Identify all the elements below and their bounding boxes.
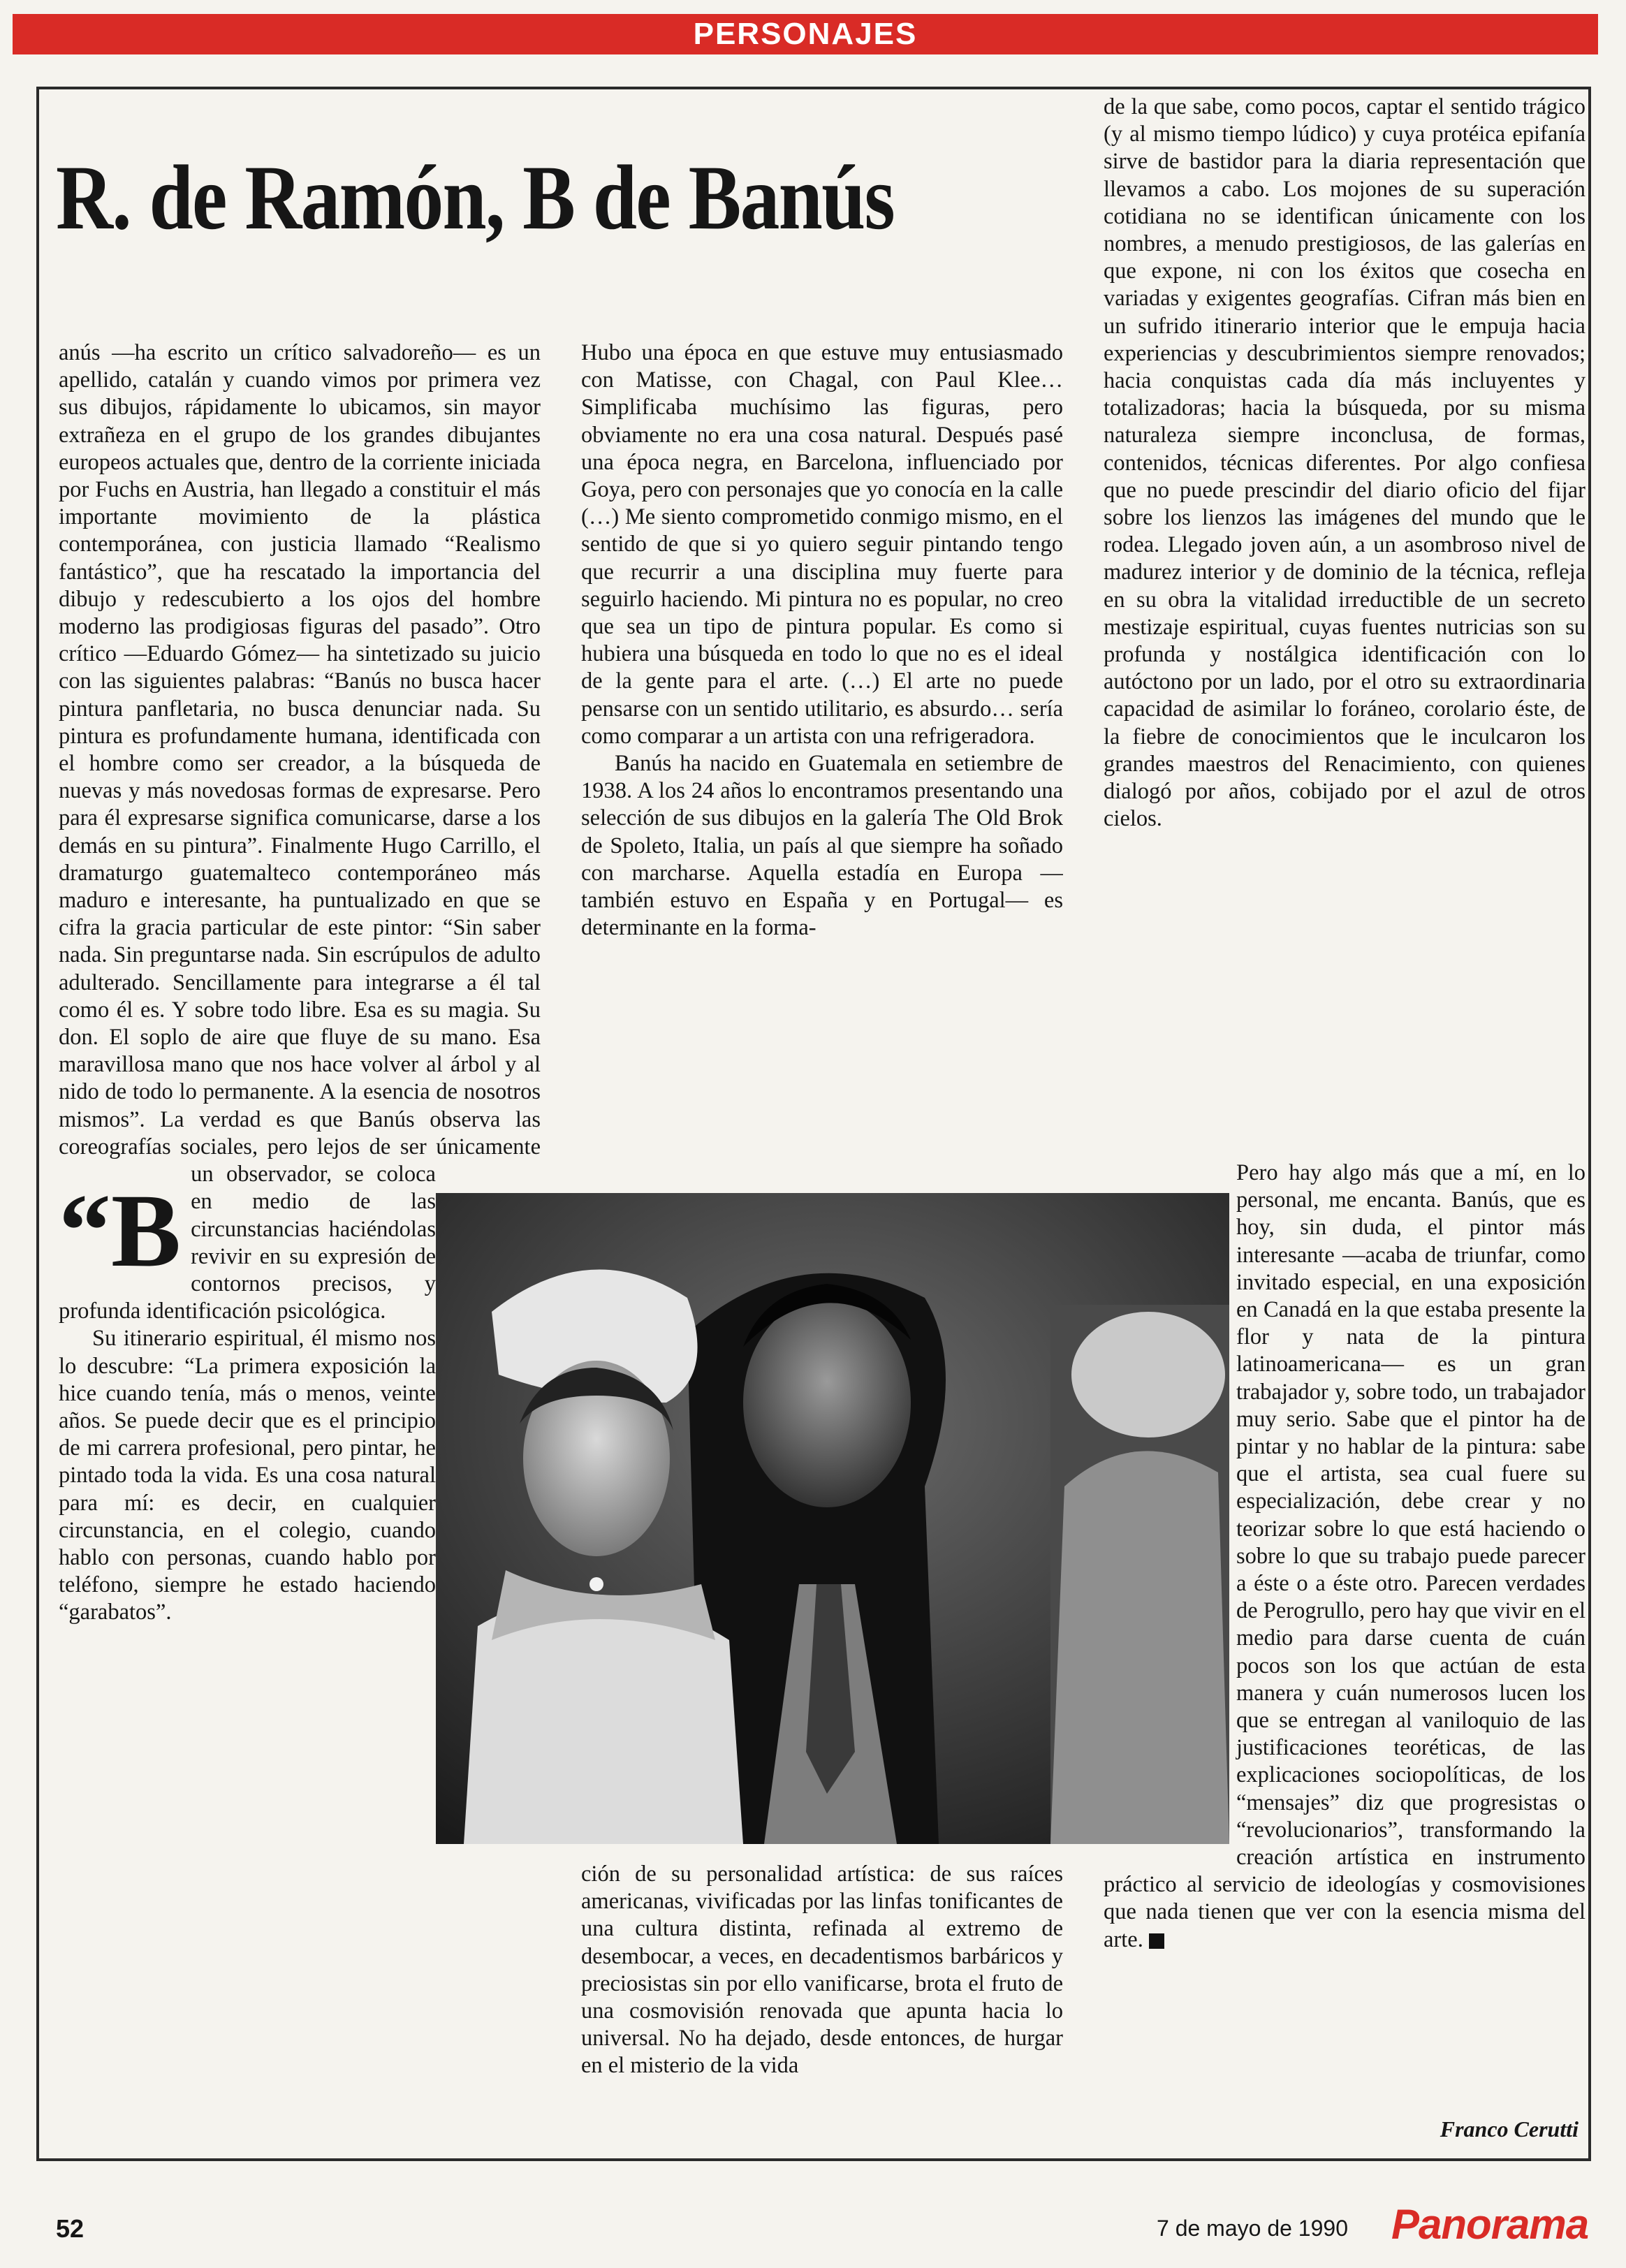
column-3-paragraph-1: de la que sabe, como pocos, captar el sentido trágico (y al mismo tiempo lúdico) y cuya protéica epifanía sirve de bastidor para la diaria representación que llevamos a cabo. Los mojones de su superación cotidiana no se identifican únicamente con los nombres, a menudo prestigiosos, de las galerías en que expone, ni con los éxitos que cosecha en variadas y exigentes geografías. Cifran más bien en un sufrido itinerario interior que le empuja hacia experiencias y descubrimientos siempre renovados; hacia conquistas cada día más incluyentes y totalizadoras; hacia la búsqueda, por su misma naturaleza siempre inconclusa, de formas, contenidos, técnicas diferentes. Por algo confiesa que no puede prescindir del diario oficio del fijar sobre los lienzos las imágenes del mundo que le rodea. Llegado joven aún, a un asombroso nivel de madurez interior y de dominio de la técnica, refleja en su obra la vitalidad irreductible de un secreto mestizaje espiritual, cuyas fuentes nutricias son su profunda y nostálgica identificación con lo autóctono por un lado, por el otro su extraordinaria capacidad de asimilar lo foráneo, corolario éste, de la fiebre de conocimientos que le inculcaron los grandes maestros del Renacimiento, con quienes dialogó por años, cobijado por el azul de otros cielos.	[1104, 94, 1585, 832]
dropcap: “B	[59, 1173, 182, 1289]
column-5-paragraph-1: ción de su personalidad artística: de sus raíces americanas, vivificadas por las linfas tonificantes de una cultura distinta, refinada al extremo de desembocar, a veces, en decadentismos barbáricos y preciosistas sin por ello vanificarse, brota el fruto de una cosmovisión renovada que apunta hacia lo universal. No ha dejado, desde entonces, de hurgar en el misterio de la vida	[581, 1861, 1063, 2079]
painting-image	[436, 1193, 1229, 1844]
column-2-paragraph-1: Hubo una época en que estuve muy entusiasmado con Matisse, con Chagal, con Paul Klee… Simplificaba muchísimo las figuras, pero obviamente no era una cosa natural. Después pasé una época negra, en Barcelona, influenciado por Goya, pero con personajes que yo conocía en la calle (…) Me siento comprometido conmigo mismo, en el sentido de que si yo quiero seguir pintando tengo que recurrir a una disciplina muy fuerte para seguirlo haciendo. Mi pintura no es popular, no creo que sea un tipo de pintura popular. Es como si hubiera una búsqueda en todo lo que no es el ideal de la gente para el arte. (…) El arte no puede pensarse con un sentido utilitario, es absurdo… sería como comparar a un artista con una refrigeradora.	[581, 340, 1063, 749]
magazine-logo: Panorama	[1391, 2201, 1589, 2248]
column-3	[1104, 94, 1585, 1204]
column-1-paragraph-1-text: anús —ha escrito un crítico salvadoreño— es un apellido, catalán y cuando vimos por primera vez sus dibujos, rápidamente lo ubicamos, sin mayor extrañeza en el grupo de los grandes dibujantes europeos actuales que, dentro de la corriente iniciada por Fuchs en Austria, han llegado a constituir el más importante movimiento de la plástica contemporánea, con justicia llamado “Realismo fantástico”, que ha rescatado la importancia del dibujo y redescubierto a los ojos del hombre moderno las prodigiosas figuras del pasado”. Otro crítico —Eduardo Gómez— ha sintetizado su juicio con las siguientes palabras: “Banús no busca hacer pintura panfletaria, no busca denunciar nada. Su pintura es profundamente humana, identificada con el hombre como ser creador, a la búsqueda de nuevas y más novedosas formas de expresarse. Pero para él expresarse significa comunicarse, darse a los demás en su pintura”. Finalmente Hugo Carrillo, el dramaturgo guatemalteco contemporáneo más maduro e interesante, ha puntualizado en que se cifra la gracia particular de este pintor: “Sin saber nada. Sin preguntarse nada. Sin escrúpulos de adulto adulterado. Sencillamente para integrarse a él tal como él es. Y sobre todo libre. Esa es su magia. Su don. El soplo de aire que fluye de su mano. Esa maravillosa mano que nos hace volver al árbol y al nido de todo lo permanente. A la esencia de nosotros mismos”. La verdad es que Banús observa las coreografías sociales, pero lejos de ser únicamente un observador, se coloca en medio de las circunstancias haciéndolas revivir en su expresión de contornos precisos, y profunda identificación psicológica.	[59, 340, 541, 1324]
column-5	[581, 1861, 1063, 2154]
article-title: R. de Ramón, B de Banús	[56, 146, 894, 249]
end-of-article-mark	[1149, 1933, 1164, 1949]
column-1-paragraph-2: Su itinerario espiritual, él mismo nos lo descubre: “La primera exposición la hice cuando tenía, más o menos, veinte años. Se puede decir que es el principio de mi carrera profesional, pero pintar, he pintado toda la vida. Es una cosa natural para mí: es decir, en cualquier circunstancia, en el colegio, cuando hablo con personas, cuando hablo por teléfono, siempre he estado haciendo “garabatos”.	[59, 1326, 436, 1625]
column-4-text: Pero hay algo más que a mí, en lo personal, me encanta. Banús, que es hoy, sin duda, el pintor más interesante —acaba de triunfar, como invitado especial, en una exposición en Canadá en la que estaba presente la flor y nata de la pintura latinoamericana— es un gran trabajador y, sobre todo, un trabajador muy serio. Sabe que el pintor ha de pintar y no hablar de la pintura: sabe que el artista, sea cual fuere su especialización, debe crear y no teorizar sobre lo que está haciendo o sobre lo que su trabajo puede parecer a éste o a éste otro. Parecen verdades de Perogrullo, pero hay que vivir en el medio para darse cuenta de cuán pocos son los que actúan de esta manera y cuán numerosos lucen los que se entregan al vaniloquio de las justificaciones teoréticas, de las explicaciones sociopolíticas, de los “mensajes” diz que progresistas o “revolucionarios”, transformando la creación artística en instrumento práctico al servicio de ideologías y cosmovisiones que nada tienen que ver con la esencia misma del arte.	[1104, 1160, 1585, 1952]
page-number: 52	[56, 2214, 85, 2243]
author-signature: Franco Cerutti	[1440, 2116, 1579, 2142]
column-2-paragraph-2: Banús ha nacido en Guatemala en setiembre de 1938. A los 24 años lo encontramos presentando una selección de sus dibujos en la galería The Old Brok de Spoleto, Italia, un país al que siempre ha soñado con marcharse. Aquella estadía en Europa —también estuvo en España y en Portugal— es determinante en la forma-	[581, 751, 1063, 941]
column-2	[581, 339, 1063, 1171]
painting-illustration	[436, 1193, 1229, 1844]
column-1-paragraph-1	[59, 339, 541, 1325]
section-label: PERSONAJES	[693, 17, 918, 51]
section-header	[13, 14, 1598, 54]
issue-date: 7 de mayo de 1990	[1157, 2216, 1348, 2241]
